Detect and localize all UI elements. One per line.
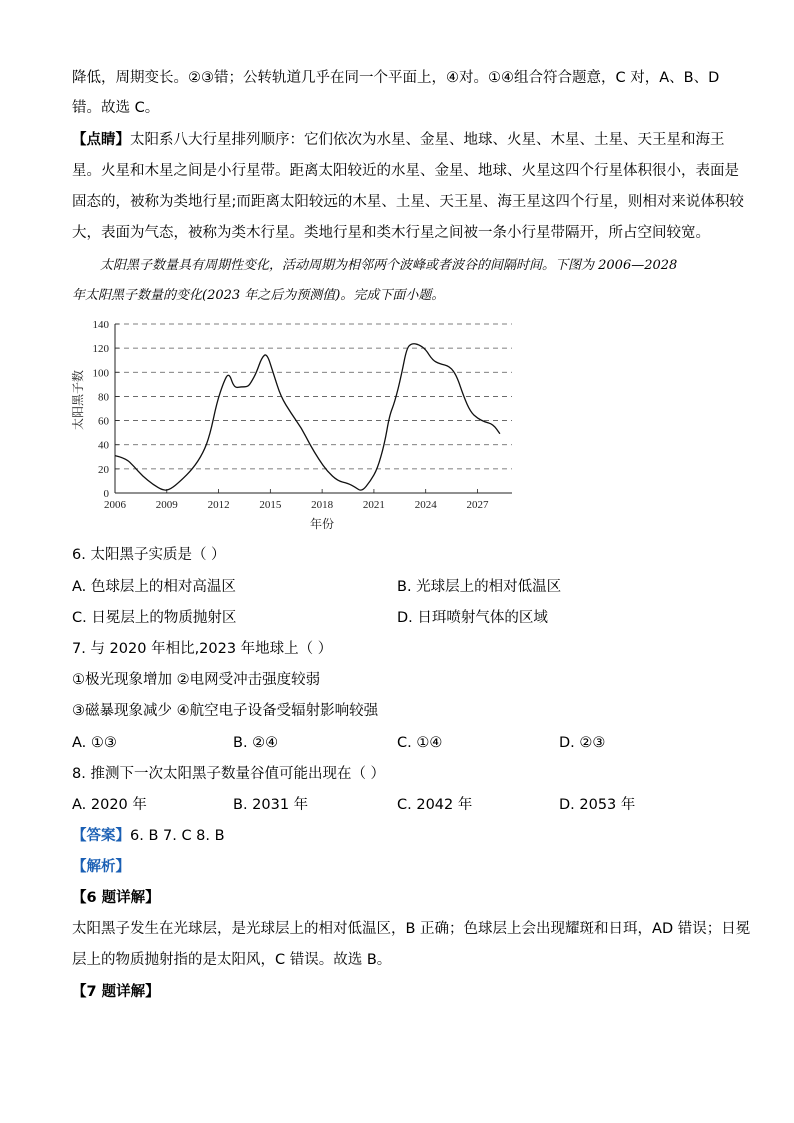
q8-option-c[interactable]: C. 2042 年 <box>397 797 473 813</box>
q7-statements: ③磁暴现象减少 ④航空电子设备受辐射影响较强 <box>72 703 379 719</box>
text-line: 星。火星和木星之间是小行星带。距离太阳较近的水星、金星、地球、火星这四个行星体积很小，表面是 <box>72 163 739 179</box>
text-line: 太阳系八大行星排列顺序：它们依次为水星、金星、地球、火星、木星、土星、天王星和海王 <box>130 132 725 148</box>
question-intro: 年太阳黑子数量的变化(2023 年之后为预测值)。完成下面小题。 <box>72 288 445 303</box>
x-tick-label: 2015 <box>259 499 282 511</box>
sunspot-series-line <box>115 344 500 490</box>
text-line: 层上的物质抛射指的是太阳风，C 错误。故选 B。 <box>72 952 392 968</box>
answer-line <box>72 826 225 846</box>
analysis-tag: 【解析】 <box>72 859 130 875</box>
x-tick-label: 2027 <box>466 499 489 511</box>
y-tick-label: 120 <box>92 343 109 356</box>
q7-option-b[interactable]: B. ②④ <box>233 735 279 751</box>
q8-option-a[interactable]: A. 2020 年 <box>72 797 147 813</box>
dianjing-paragraph <box>72 130 725 150</box>
q6-option-a[interactable]: A. 色球层上的相对高温区 <box>72 579 236 595</box>
q8-option-b[interactable]: B. 2031 年 <box>233 797 309 813</box>
q7-detail-heading: 【7 题详解】 <box>72 984 160 1000</box>
q6-option-c[interactable]: C. 日冕层上的物质抛射区 <box>72 610 237 626</box>
y-tick-label: 60 <box>98 415 109 428</box>
q7-statements: ①极光现象增加 ②电网受冲击强度较弱 <box>72 672 321 688</box>
x-tick-label: 2009 <box>155 499 178 511</box>
answer-text: 6. B 7. C 8. B <box>130 828 225 844</box>
q6-option-b[interactable]: B. 光球层上的相对低温区 <box>397 579 562 595</box>
y-tick-label: 80 <box>98 391 109 404</box>
text-line: 大，表面为气态，被称为类木行星。类地行星和类木行星之间被一条小行星带隔开，所占空间较宽。 <box>72 225 710 241</box>
chart-axes <box>115 324 512 493</box>
y-tick-label: 100 <box>92 367 109 380</box>
chart-grid <box>115 324 512 469</box>
q7-stem: 7. 与 2020 年相比,2023 年地球上（ ） <box>72 641 333 657</box>
y-tick-label: 40 <box>98 439 109 452</box>
q8-option-d[interactable]: D. 2053 年 <box>559 797 636 813</box>
y-axis-label: 太阳黑子数 <box>71 369 85 431</box>
y-tick-label: 20 <box>98 463 109 476</box>
x-tick-label: 2012 <box>207 499 230 511</box>
text-line: 错。故选 C。 <box>72 100 160 116</box>
x-tick-labels <box>104 499 489 511</box>
x-axis-label: 年份 <box>309 517 335 531</box>
y-tick-label: 0 <box>103 488 109 500</box>
q8-stem: 8. 推测下一次太阳黑子数量谷值可能出现在（ ） <box>72 766 386 782</box>
q6-detail-heading: 【6 题详解】 <box>72 890 160 906</box>
sunspot-chart <box>60 312 530 542</box>
q7-option-c[interactable]: C. ①④ <box>397 735 443 751</box>
text-line: 降低，周期变长。②③错；公转轨道几乎在同一个平面上，④对。①④组合符合题意，C 对，A、B、D <box>72 70 720 86</box>
x-tick-label: 2024 <box>414 499 437 511</box>
x-tick-label: 2006 <box>104 499 126 511</box>
y-tick-label: 140 <box>92 319 109 331</box>
x-tick-label: 2021 <box>362 499 385 511</box>
text-line: 太阳黑子发生在光球层，是光球层上的相对低温区，B 正确；色球层上会出现耀斑和日珥，AD 错误；日冕 <box>72 921 751 937</box>
q7-option-d[interactable]: D. ②③ <box>559 735 606 751</box>
q7-option-a[interactable]: A. ①③ <box>72 735 117 751</box>
text-line: 固态的，被称为类地行星;而距离太阳较远的木星、土星、天王星、海王星这四个行星，则相对来说体积较 <box>72 194 744 210</box>
answer-tag: 【答案】 <box>72 828 130 844</box>
question-intro: 太阳黑子数量具有周期性变化，活动周期为相邻两个波峰或者波谷的间隔时间。下图为 2006—2028 <box>100 258 678 273</box>
y-tick-labels <box>93 319 110 500</box>
q6-option-d[interactable]: D. 日珥喷射气体的区域 <box>397 610 548 626</box>
x-tick-label: 2018 <box>311 499 334 511</box>
q6-stem: 6. 太阳黑子实质是（ ） <box>72 547 226 563</box>
dianjing-tag: 【点睛】 <box>72 132 130 148</box>
